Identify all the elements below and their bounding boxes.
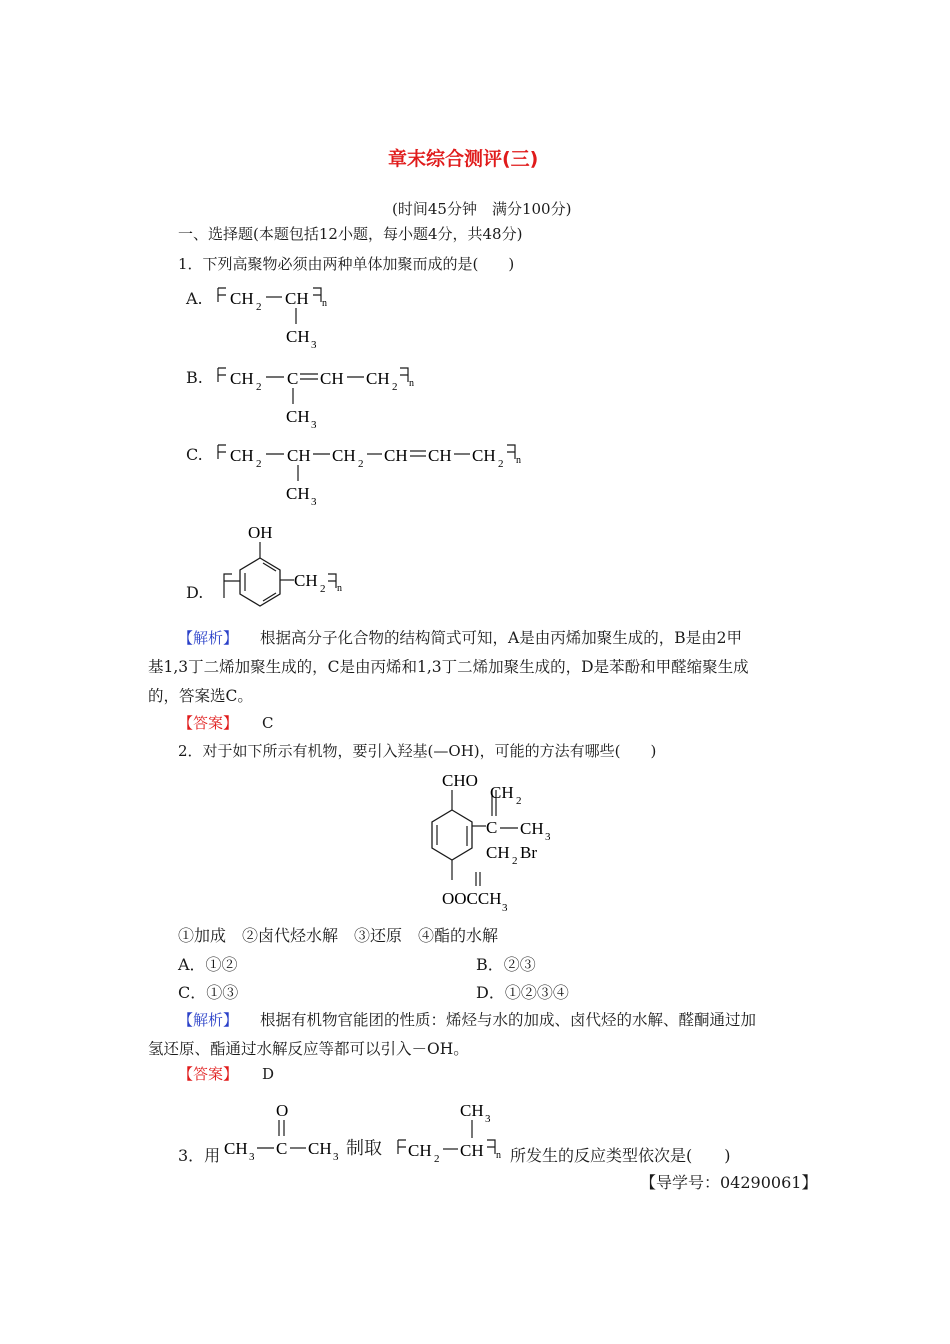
q1-option-a-formula	[210, 280, 350, 350]
subscript-n: n	[322, 298, 327, 309]
answer-tag: 【答案】	[178, 714, 239, 732]
ch2-group: CH	[230, 289, 254, 308]
sub-2: 2	[320, 583, 326, 595]
q1-option-c-formula	[210, 437, 540, 507]
ch-group: CH	[460, 1141, 484, 1160]
ch3-group: CH	[286, 407, 310, 426]
q2-molecule	[420, 768, 580, 918]
q3-guide-number: 【导学号：04290061】	[640, 1173, 818, 1192]
ch2-group: CH	[490, 783, 514, 802]
sub-2: 2	[498, 458, 504, 470]
sub-2: 2	[256, 301, 262, 313]
q2-analysis-line2: 氢还原、酯通过水解反应等都可以引入－OH。	[148, 1040, 469, 1058]
ch-group: CH	[320, 369, 344, 388]
q1-analysis-line1: 根据高分子化合物的结构简式可知，A是由丙烯加聚生成的，B是由2甲	[260, 629, 742, 647]
ch-group: CH	[285, 289, 309, 308]
ch2-group: CH	[408, 1141, 432, 1160]
subscript-n: n	[516, 455, 521, 466]
sub-3: 3	[502, 902, 508, 914]
q1-answer-value: C	[262, 714, 274, 732]
c-atom: C	[287, 369, 299, 388]
q1-answer	[178, 713, 274, 733]
q2-analysis	[148, 1006, 814, 1064]
sub-3: 3	[333, 1151, 339, 1163]
q2-option-c: C．①③	[178, 983, 239, 1002]
section-heading: 一、选择题(本题包括12小题，每小题4分，共48分)	[178, 225, 523, 243]
q3-prefix: 3．用	[178, 1146, 221, 1165]
sub-2: 2	[256, 381, 262, 393]
q1-option-d-label: D.	[186, 583, 204, 602]
ch2-group: CH	[472, 446, 496, 465]
oh-group: OH	[248, 523, 273, 542]
sub-3: 3	[311, 496, 317, 507]
q1-stem: 1．下列高聚物必须由两种单体加聚而成的是( )	[178, 255, 515, 273]
sub-2: 2	[256, 458, 262, 470]
sub-2: 2	[512, 855, 518, 867]
ch3-group: CH	[460, 1101, 484, 1120]
sub-2: 2	[434, 1153, 440, 1165]
ch2-group: CH	[230, 369, 254, 388]
analysis-tag: 【解析】	[178, 629, 239, 647]
ch2-group: CH	[486, 843, 510, 862]
q2-methods: ①加成 ②卤代烃水解 ③还原 ④酯的水解	[178, 926, 499, 945]
sub-2: 2	[516, 795, 522, 807]
q2-answer	[178, 1064, 274, 1084]
br-atom: Br	[520, 843, 537, 862]
q1-option-a-label: A.	[186, 289, 203, 308]
ch3-group: CH	[520, 819, 544, 838]
c-atom: C	[486, 818, 498, 837]
ch2-group: CH	[332, 446, 356, 465]
ch3-group: CH	[308, 1139, 332, 1158]
time-info: (时间45分钟 满分100分)	[392, 200, 572, 218]
q2-option-a: A．①②	[178, 955, 238, 974]
sub-2: 2	[358, 458, 364, 470]
q2-analysis-line1: 根据有机物官能团的性质：烯烃与水的加成、卤代烃的水解、醛酮通过加	[260, 1011, 757, 1029]
q2-option-b: B．②③	[476, 955, 536, 974]
subscript-n: n	[337, 583, 342, 594]
ch-group: CH	[287, 446, 311, 465]
q2-answer-value: D	[262, 1065, 275, 1083]
q2-stem: 2．对于如下所示有机物，要引入羟基(—OH)，可能的方法有哪些( )	[178, 742, 657, 760]
q3-middle: 制取	[346, 1138, 382, 1159]
cho-group: CHO	[442, 771, 478, 790]
q1-analysis	[148, 624, 814, 711]
subscript-n: n	[496, 1150, 501, 1161]
c-atom: C	[276, 1139, 288, 1158]
sub-3: 3	[485, 1113, 491, 1125]
sub-3: 3	[311, 419, 317, 430]
ch2-group: CH	[366, 369, 390, 388]
o-atom: O	[276, 1101, 289, 1120]
q1-analysis-line3: 的，答案选C。	[148, 687, 253, 705]
q1-analysis-line2: 基1,3丁二烯加聚生成的，C是由丙烯和1,3丁二烯加聚生成的，D是苯酚和甲醛缩聚生成	[148, 658, 749, 676]
answer-tag: 【答案】	[178, 1065, 239, 1083]
ch2-group: CH	[230, 446, 254, 465]
ch-group: CH	[384, 446, 408, 465]
subscript-n: n	[409, 378, 414, 389]
q1-option-d-formula	[210, 518, 360, 618]
q2-option-d: D．①②③④	[476, 983, 569, 1002]
ch3-group: CH	[286, 484, 310, 503]
ch2-group: CH	[294, 571, 318, 590]
q1-option-c-label: C.	[186, 445, 203, 464]
q3-product-formula	[384, 1098, 514, 1168]
ch3-group: CH	[224, 1139, 248, 1158]
q1-option-b-label: B.	[186, 368, 203, 387]
analysis-tag: 【解析】	[178, 1011, 239, 1029]
page-title: 章末综合测评(三)	[388, 148, 539, 170]
ch-group: CH	[428, 446, 452, 465]
q3-suffix: 所发生的反应类型依次是( )	[510, 1146, 731, 1165]
sub-2: 2	[392, 381, 398, 393]
sub-3: 3	[545, 831, 551, 843]
sub-3: 3	[249, 1151, 255, 1163]
ch3-group: CH	[286, 327, 310, 346]
sub-3: 3	[311, 339, 317, 350]
q3-reactant-formula	[222, 1098, 342, 1168]
q1-option-b-formula	[210, 360, 440, 430]
ester-group: OOCCH	[442, 889, 502, 908]
